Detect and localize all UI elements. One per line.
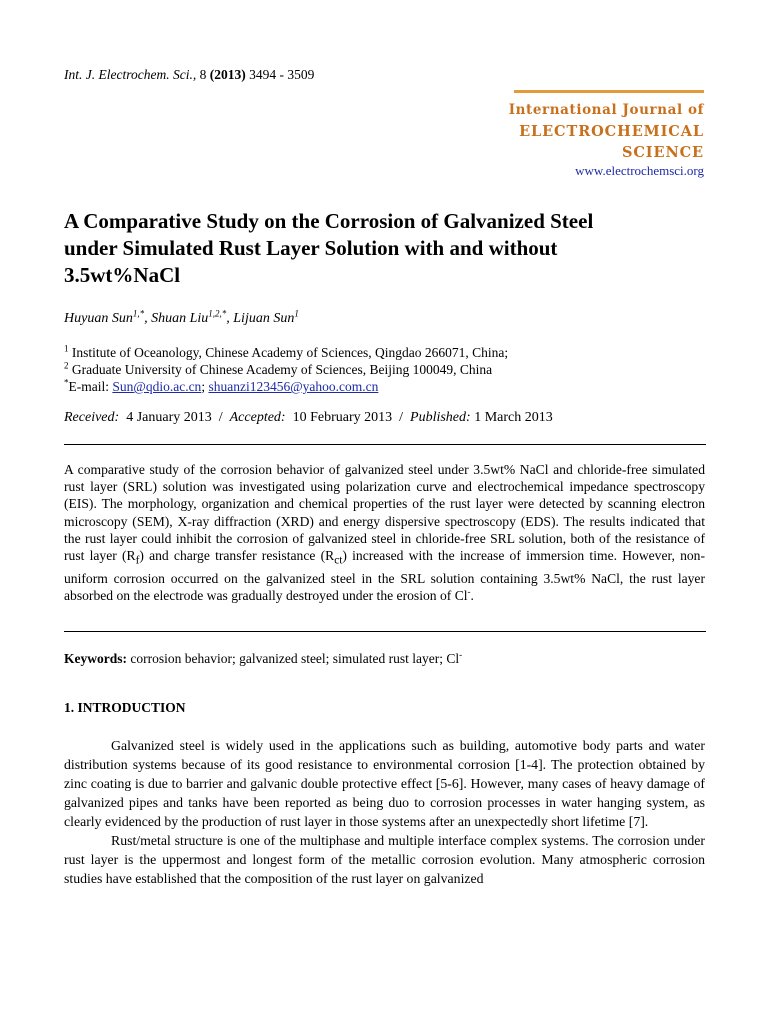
- author-name: Shuan Liu: [151, 311, 209, 326]
- brand-line-1: International Journal of: [508, 102, 704, 118]
- journal-url-link[interactable]: www.electrochemsci.org: [575, 163, 704, 178]
- title-line-1: A Comparative Study on the Corrosion of Galvanized Steel: [64, 209, 594, 233]
- body-text: [64, 736, 705, 888]
- abstract-text: ) increased with the increase of immersion time. However, non-uniform corrosion occurred on the galvanized steel in the SRL solution containing 3.5wt% NaCl, the rust layer absorbed on the electrode was gradually destroyed under the erosion of Cl: [64, 548, 705, 604]
- paragraph: Galvanized steel is widely used in the applications such as building, automotive body parts and water distribution systems because of its good resistance to environmental corrosion [1-4]. The protection obtained by zinc coating is due to barrier and galvanic double protective effect [5-6]. However, many cases of heavy damage of galvanized pipes and tanks have been reported as being duo to corrosion processes in water hanging system, as clearly evidenced by the production of rust layer in those systems after an unexpectedly short lifetime [7].: [64, 738, 705, 829]
- abstract-text: .: [470, 588, 474, 604]
- brand-divider: [514, 90, 704, 93]
- abstract: [64, 461, 705, 604]
- keywords-text: corrosion behavior; galvanized steel; simulated rust layer; Cl: [130, 651, 460, 666]
- received-date: 4 January 2013: [126, 410, 212, 425]
- email-link-1[interactable]: Sun@qdio.ac.cn: [112, 379, 202, 394]
- accepted-date: 10 February 2013: [292, 410, 393, 425]
- author-separator: ,: [226, 311, 234, 326]
- published-label: Published:: [410, 410, 471, 425]
- divider-bottom: [64, 631, 706, 632]
- keywords-label: Keywords:: [64, 651, 127, 666]
- abstract-text: ) and charge transfer resistance (R: [139, 548, 335, 564]
- affiliation-mark: 2: [64, 360, 69, 371]
- paper-title: [64, 208, 704, 289]
- affiliation-text: Graduate University of Chinese Academy of Sciences, Beijing 100049, China: [71, 362, 493, 377]
- volume: 8: [199, 67, 207, 82]
- paragraph: Rust/metal structure is one of the multiphase and multiple interface complex systems. The corrosion under rust layer is the uppermost and longest form of the metallic corrosion evolution. Many atmospheric corrosion studies have established that the composition of the rust layer on galvanized: [64, 833, 705, 886]
- divider-top: [64, 444, 706, 445]
- email-link-2[interactable]: shuanzi123456@yahoo.com.cn: [208, 379, 379, 394]
- section-heading: 1. INTRODUCTION: [64, 700, 186, 715]
- journal-brand: [509, 100, 704, 179]
- affiliation-1: [64, 344, 508, 361]
- abstract-text: A comparative study of the corrosion behavior of galvanized steel under 3.5wt% NaCl and chloride-free simulated rust layer (SRL) solution was investigated using polarization curve and electrochemical impedance spectroscopy (EIS). The morphology, organization and chemical properties of the rust layer were detected by scanning electron microscopy (SEM), X-ray diffraction (XRD) and energy dispersive spectroscopy (EDS). The results indicated that the rust layer could inhibit the corrosion of galvanized steel in chloride-free SRL solution, both of the resistance of rust layer (R: [64, 462, 705, 564]
- brand-line-3: SCIENCE: [622, 144, 704, 161]
- date-separator: /: [218, 410, 223, 425]
- corresponding-mark: *: [64, 377, 69, 388]
- title-line-2: under Simulated Rust Layer Solution with and without: [64, 236, 558, 260]
- superscript: -: [467, 586, 471, 597]
- published-date: 1 March 2013: [474, 410, 553, 425]
- author-name: Lijuan Sun: [233, 311, 295, 326]
- email-separator: ;: [201, 379, 209, 394]
- email-line: [64, 378, 508, 395]
- year: (2013): [209, 67, 246, 82]
- author-separator: ,: [144, 311, 152, 326]
- title-line-3: 3.5wt%NaCl: [64, 263, 181, 287]
- accepted-label: Accepted:: [229, 410, 286, 425]
- publication-dates: [64, 410, 553, 426]
- email-colon: :: [105, 379, 113, 394]
- subscript: f: [135, 554, 140, 567]
- email-label: E-mail: [68, 379, 106, 394]
- subscript: ct: [334, 554, 343, 567]
- pages: 3494 - 3509: [249, 67, 315, 82]
- journal-citation: [64, 67, 314, 83]
- author-affiliation-mark: 1: [294, 308, 299, 319]
- affiliation-mark: 1: [64, 343, 69, 354]
- superscript: -: [459, 649, 463, 660]
- author-affiliation-mark: 1,*: [132, 308, 145, 319]
- author-name: Huyuan Sun: [64, 311, 133, 326]
- received-label: Received:: [64, 410, 120, 425]
- keywords: [64, 651, 462, 667]
- affiliation-text: Institute of Oceanology, Chinese Academy of Sciences, Qingdao 266071, China;: [71, 345, 509, 360]
- date-separator: /: [399, 410, 404, 425]
- brand-line-2: ELECTROCHEMICAL: [519, 123, 704, 140]
- author-list: [64, 308, 299, 327]
- author-affiliation-mark: 1,2,*: [208, 308, 227, 319]
- affiliation-2: [64, 361, 508, 378]
- journal-name: Int. J. Electrochem. Sci.,: [64, 67, 197, 82]
- affiliations: [64, 344, 508, 395]
